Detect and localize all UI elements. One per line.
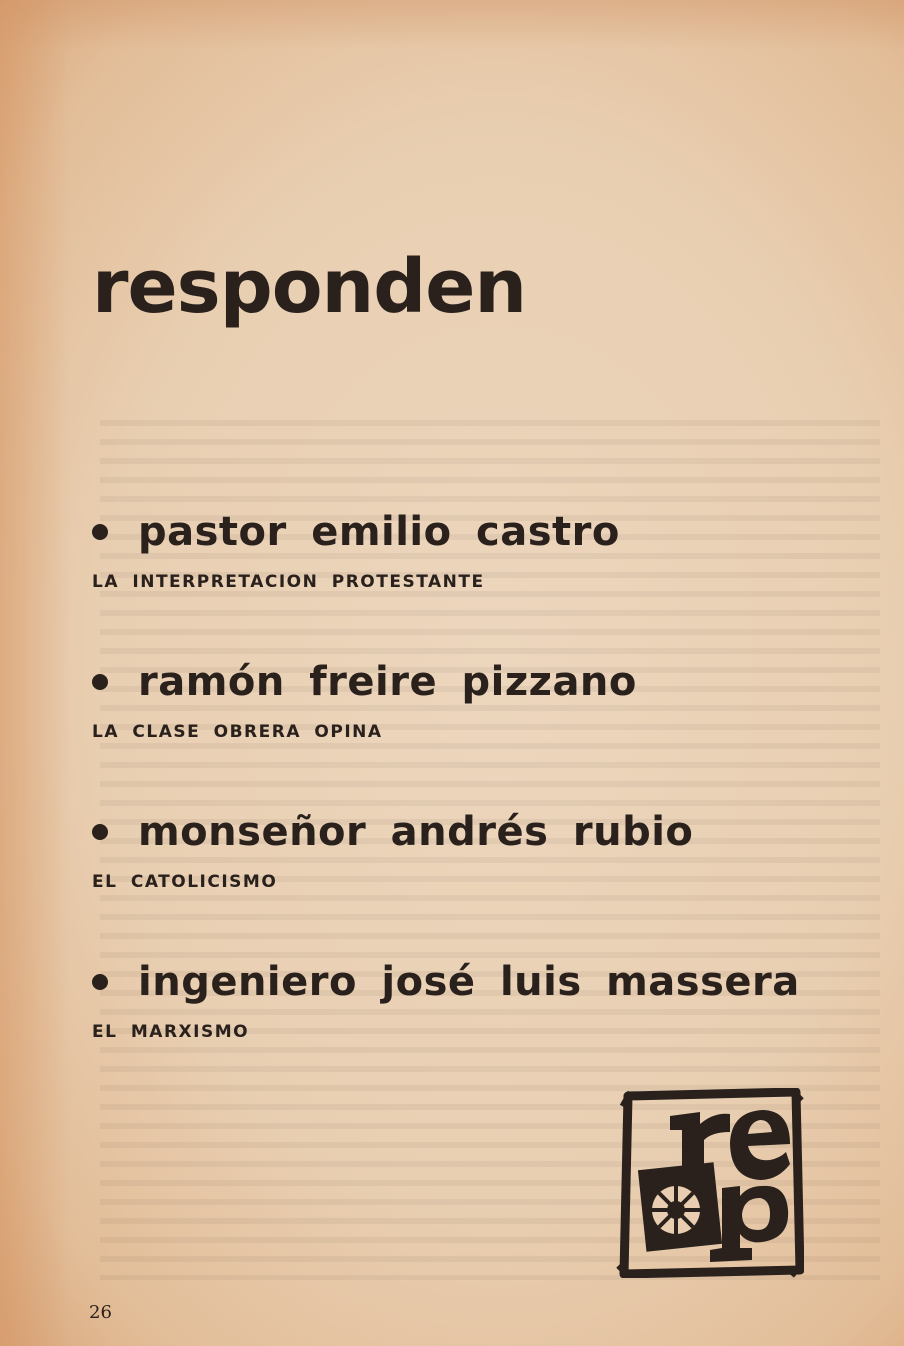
respondent-name: monseñor andrés rubio	[138, 809, 694, 855]
respondent-entry	[92, 509, 620, 592]
respondent-name: pastor emilio castro	[138, 509, 620, 555]
rep-emblem-icon	[614, 1088, 804, 1278]
respondent-topic: EL MARXISMO	[92, 1022, 250, 1042]
respondent-entry	[92, 809, 694, 892]
respondent-name: ingeniero josé luis massera	[138, 959, 800, 1005]
respondent-topic: LA CLASE OBRERA OPINA	[92, 722, 383, 742]
page-top-shading	[0, 0, 904, 50]
respondent-entry	[92, 959, 800, 1042]
bullet-icon	[92, 674, 108, 690]
respondent-topic: EL CATOLICISMO	[92, 872, 278, 892]
bullet-icon	[92, 524, 108, 540]
respondent-entry	[92, 659, 637, 742]
respondent-name: ramón freire pizzano	[138, 659, 637, 705]
bullet-icon	[92, 974, 108, 990]
page-heading: responden	[92, 244, 527, 330]
bullet-icon	[92, 824, 108, 840]
respondent-topic: LA INTERPRETACION PROTESTANTE	[92, 572, 485, 592]
page-number: 26	[89, 1302, 112, 1323]
page-edge-shading	[0, 0, 70, 1346]
